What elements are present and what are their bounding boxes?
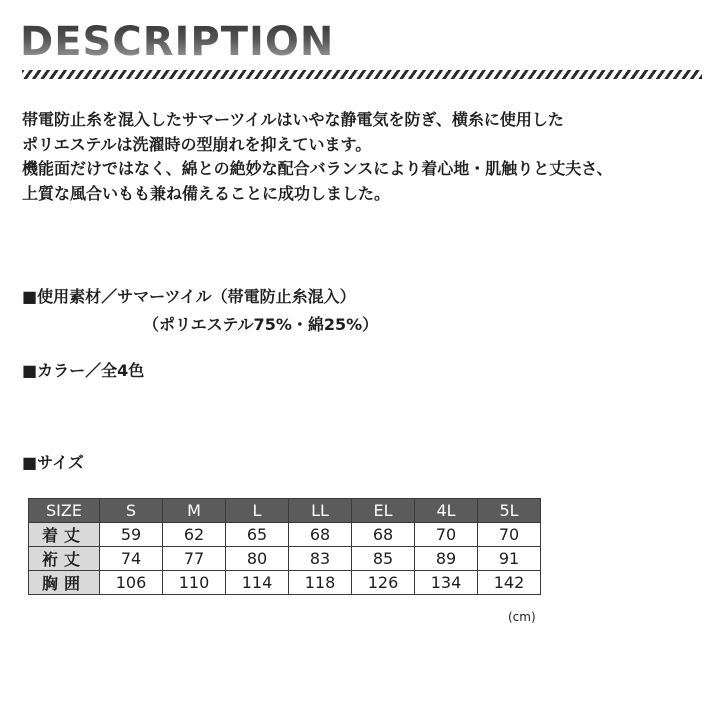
size-table: [28, 498, 541, 595]
heading-stripe-divider: [22, 70, 702, 79]
size-row-label: 着丈: [29, 523, 100, 547]
size-cell: 106: [100, 571, 163, 595]
spec-color: ■カラー／全4色: [22, 361, 145, 380]
spec-material: ■使用素材／サマーツイル（帯電防止糸混入）: [22, 287, 356, 306]
size-cell: 142: [478, 571, 541, 595]
description-line: 上質な風合いもも兼ね備えることに成功しました。: [22, 183, 391, 203]
size-cell: 110: [163, 571, 226, 595]
spec-size-heading: ■サイズ: [22, 453, 84, 472]
size-cell: 70: [478, 523, 541, 547]
size-cell: 83: [289, 547, 352, 571]
size-header-cell: L: [226, 499, 289, 523]
size-cell: 85: [352, 547, 415, 571]
size-header-cell: EL: [352, 499, 415, 523]
size-cell: 89: [415, 547, 478, 571]
size-header-cell: 4L: [415, 499, 478, 523]
section-heading: DESCRIPTION: [20, 14, 334, 70]
size-cell: 91: [478, 547, 541, 571]
size-row-label: 裄丈: [29, 547, 100, 571]
description-line: 機能面だけではなく、綿との絶妙な配合バランスにより着心地・肌触りと丈夫さ、: [22, 159, 613, 178]
size-cell: 68: [352, 523, 415, 547]
size-cell: 126: [352, 571, 415, 595]
size-header-cell: M: [163, 499, 226, 523]
size-table-row: [29, 571, 541, 595]
size-unit-label: (cm): [508, 610, 536, 624]
size-cell: 134: [415, 571, 478, 595]
size-header-cell: 5L: [478, 499, 541, 523]
size-header-cell: S: [100, 499, 163, 523]
description-line: ポリエステルは洗濯時の型崩れを抑えています。: [22, 134, 372, 154]
size-table-header-row: [29, 499, 541, 523]
description-line: 帯電防止糸を混入したサマーツイルはいやな静電気を防ぎ、横糸に使用した: [22, 110, 564, 129]
size-cell: 62: [163, 523, 226, 547]
size-header-cell: SIZE: [29, 499, 100, 523]
size-cell: 65: [226, 523, 289, 547]
size-header-cell: LL: [289, 499, 352, 523]
size-table-row: [29, 523, 541, 547]
size-cell: 74: [100, 547, 163, 571]
size-row-label: 胸囲: [29, 571, 100, 595]
spec-material-detail: （ポリエステル75%・綿25%）: [143, 315, 379, 334]
description-text: [22, 108, 712, 206]
size-cell: 77: [163, 547, 226, 571]
size-cell: 70: [415, 523, 478, 547]
size-cell: 114: [226, 571, 289, 595]
size-cell: 68: [289, 523, 352, 547]
size-cell: 118: [289, 571, 352, 595]
size-table-row: [29, 547, 541, 571]
size-cell: 80: [226, 547, 289, 571]
size-cell: 59: [100, 523, 163, 547]
